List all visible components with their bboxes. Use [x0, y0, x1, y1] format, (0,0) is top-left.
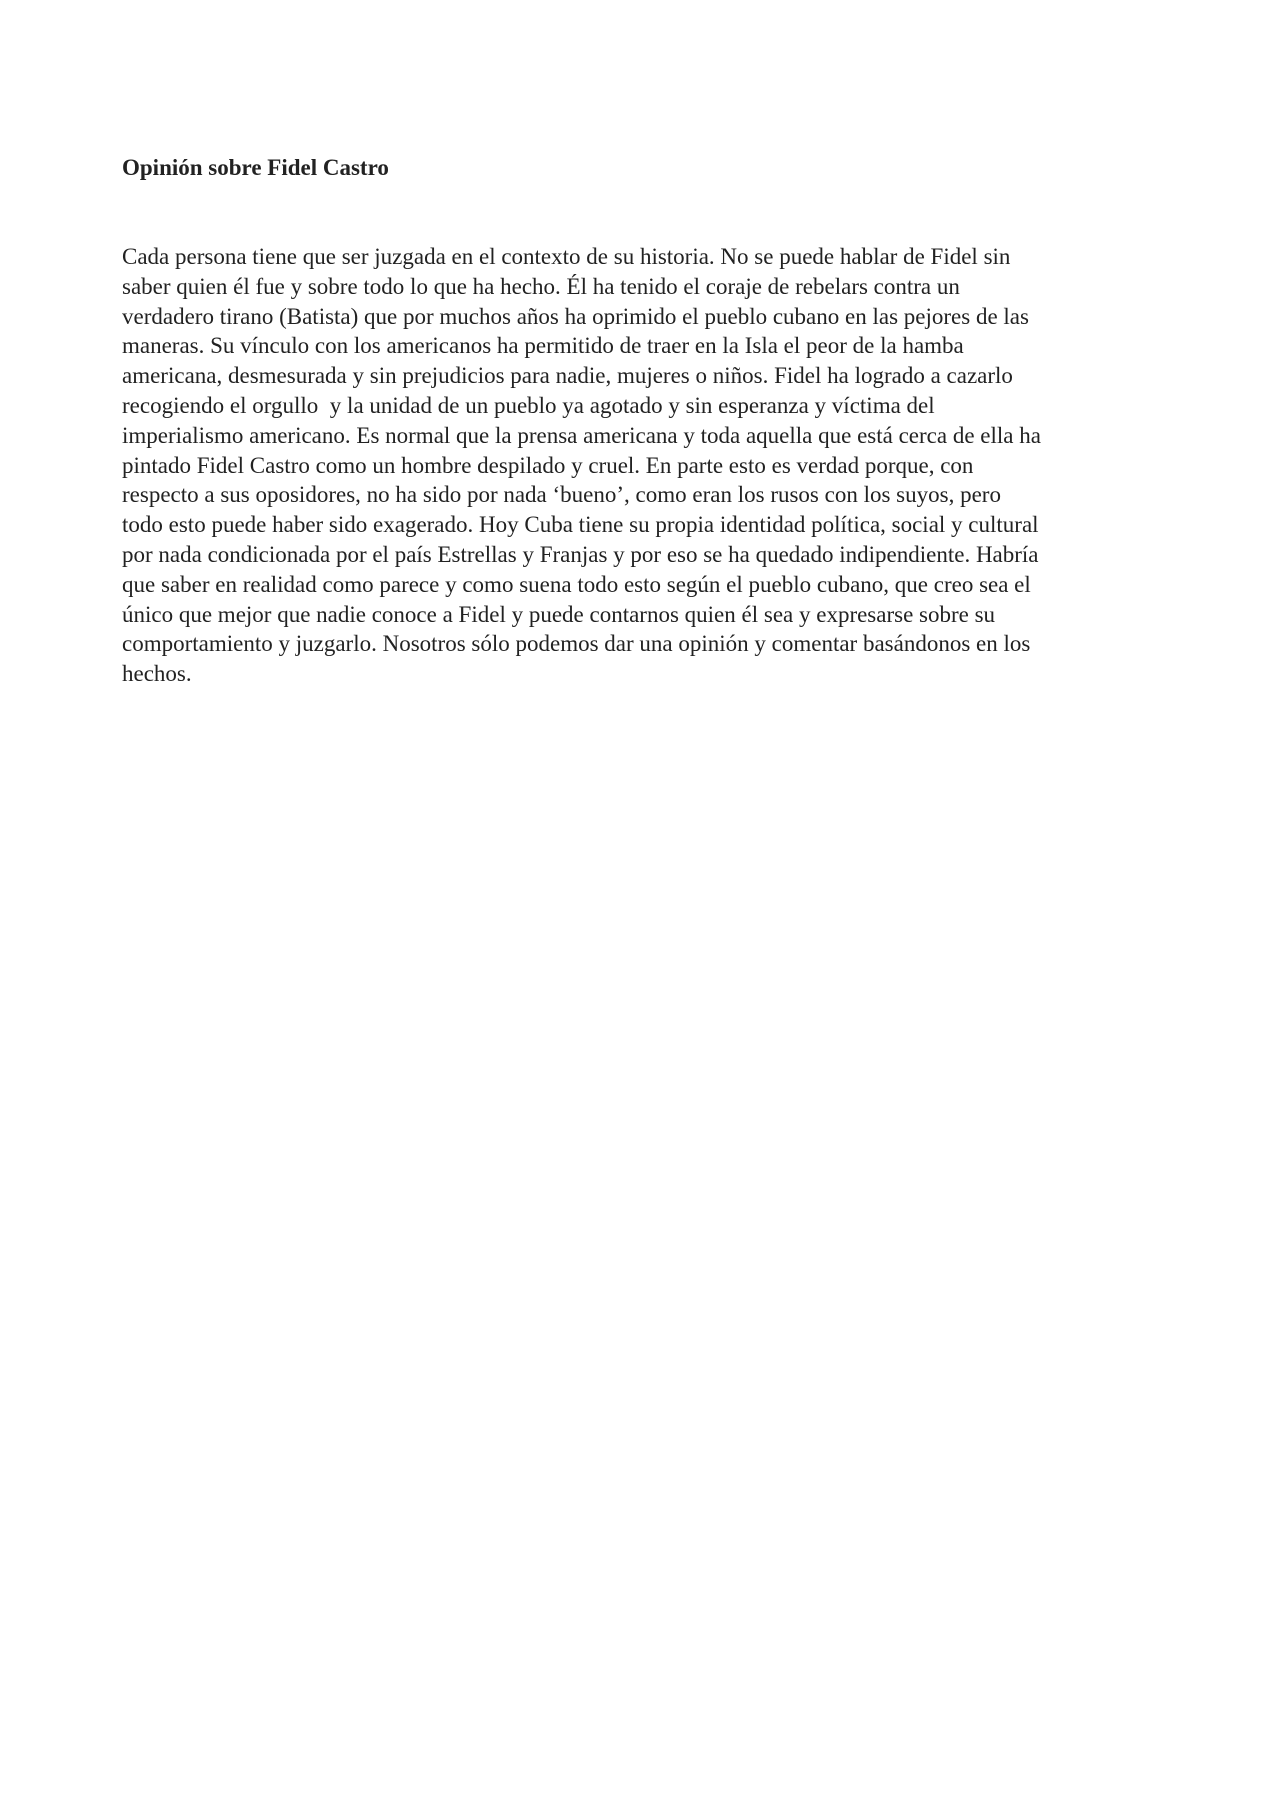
paragraph-line: que saber en realidad como parece y como suena todo esto según el pueblo cubano, que creo sea el	[122, 571, 1031, 597]
paragraph-line: maneras. Su vínculo con los americanos ha permitido de traer en la Isla el peor de la hamba	[122, 333, 964, 359]
paragraph-line: hechos.	[122, 661, 192, 687]
paragraph-line: único que mejor que nadie conoce a Fidel y puede contarnos quien él sea y expresarse sobre su	[122, 601, 996, 627]
paragraph-line: americana, desmesurada y sin prejudicios para nadie, mujeres o niños. Fidel ha logrado a cazarlo	[122, 363, 1013, 389]
paragraph-line: comportamiento y juzgarlo. Nosotros sólo podemos dar una opinión y comentar basándonos en los	[122, 631, 1031, 657]
document-body-paragraph	[122, 242, 1162, 689]
paragraph-line: todo esto puede haber sido exagerado. Hoy Cuba tiene su propia identidad política, social y cultural	[122, 512, 1039, 538]
paragraph-line: imperialismo americano. Es normal que la prensa americana y toda aquella que está cerca de ella ha	[122, 422, 1041, 448]
paragraph-line: recogiendo el orgullo y la unidad de un pueblo ya agotado y sin esperanza y víctima del	[122, 392, 935, 418]
document-title: Opinión sobre Fidel Castro	[122, 155, 389, 180]
paragraph-line: respecto a sus oposidores, no ha sido por nada ‘bueno’, como eran los rusos con los suyos, pero	[122, 482, 1001, 508]
paragraph-line: Cada persona tiene que ser juzgada en el contexto de su historia. No se puede hablar de Fidel sin	[122, 244, 1011, 269]
paragraph-line: verdadero tirano (Batista) que por muchos años ha oprimido el pueblo cubano en las pejores de las	[122, 303, 1029, 329]
paragraph-line: por nada condicionada por el país Estrellas y Franjas y por eso se ha quedado indipendiente. Habría	[122, 541, 1039, 567]
paragraph-line: pintado Fidel Castro como un hombre despilado y cruel. En parte esto es verdad porque, con	[122, 452, 974, 478]
paragraph-line: saber quien él fue y sobre todo lo que ha hecho. Él ha tenido el coraje de rebelars contra un	[122, 273, 960, 299]
